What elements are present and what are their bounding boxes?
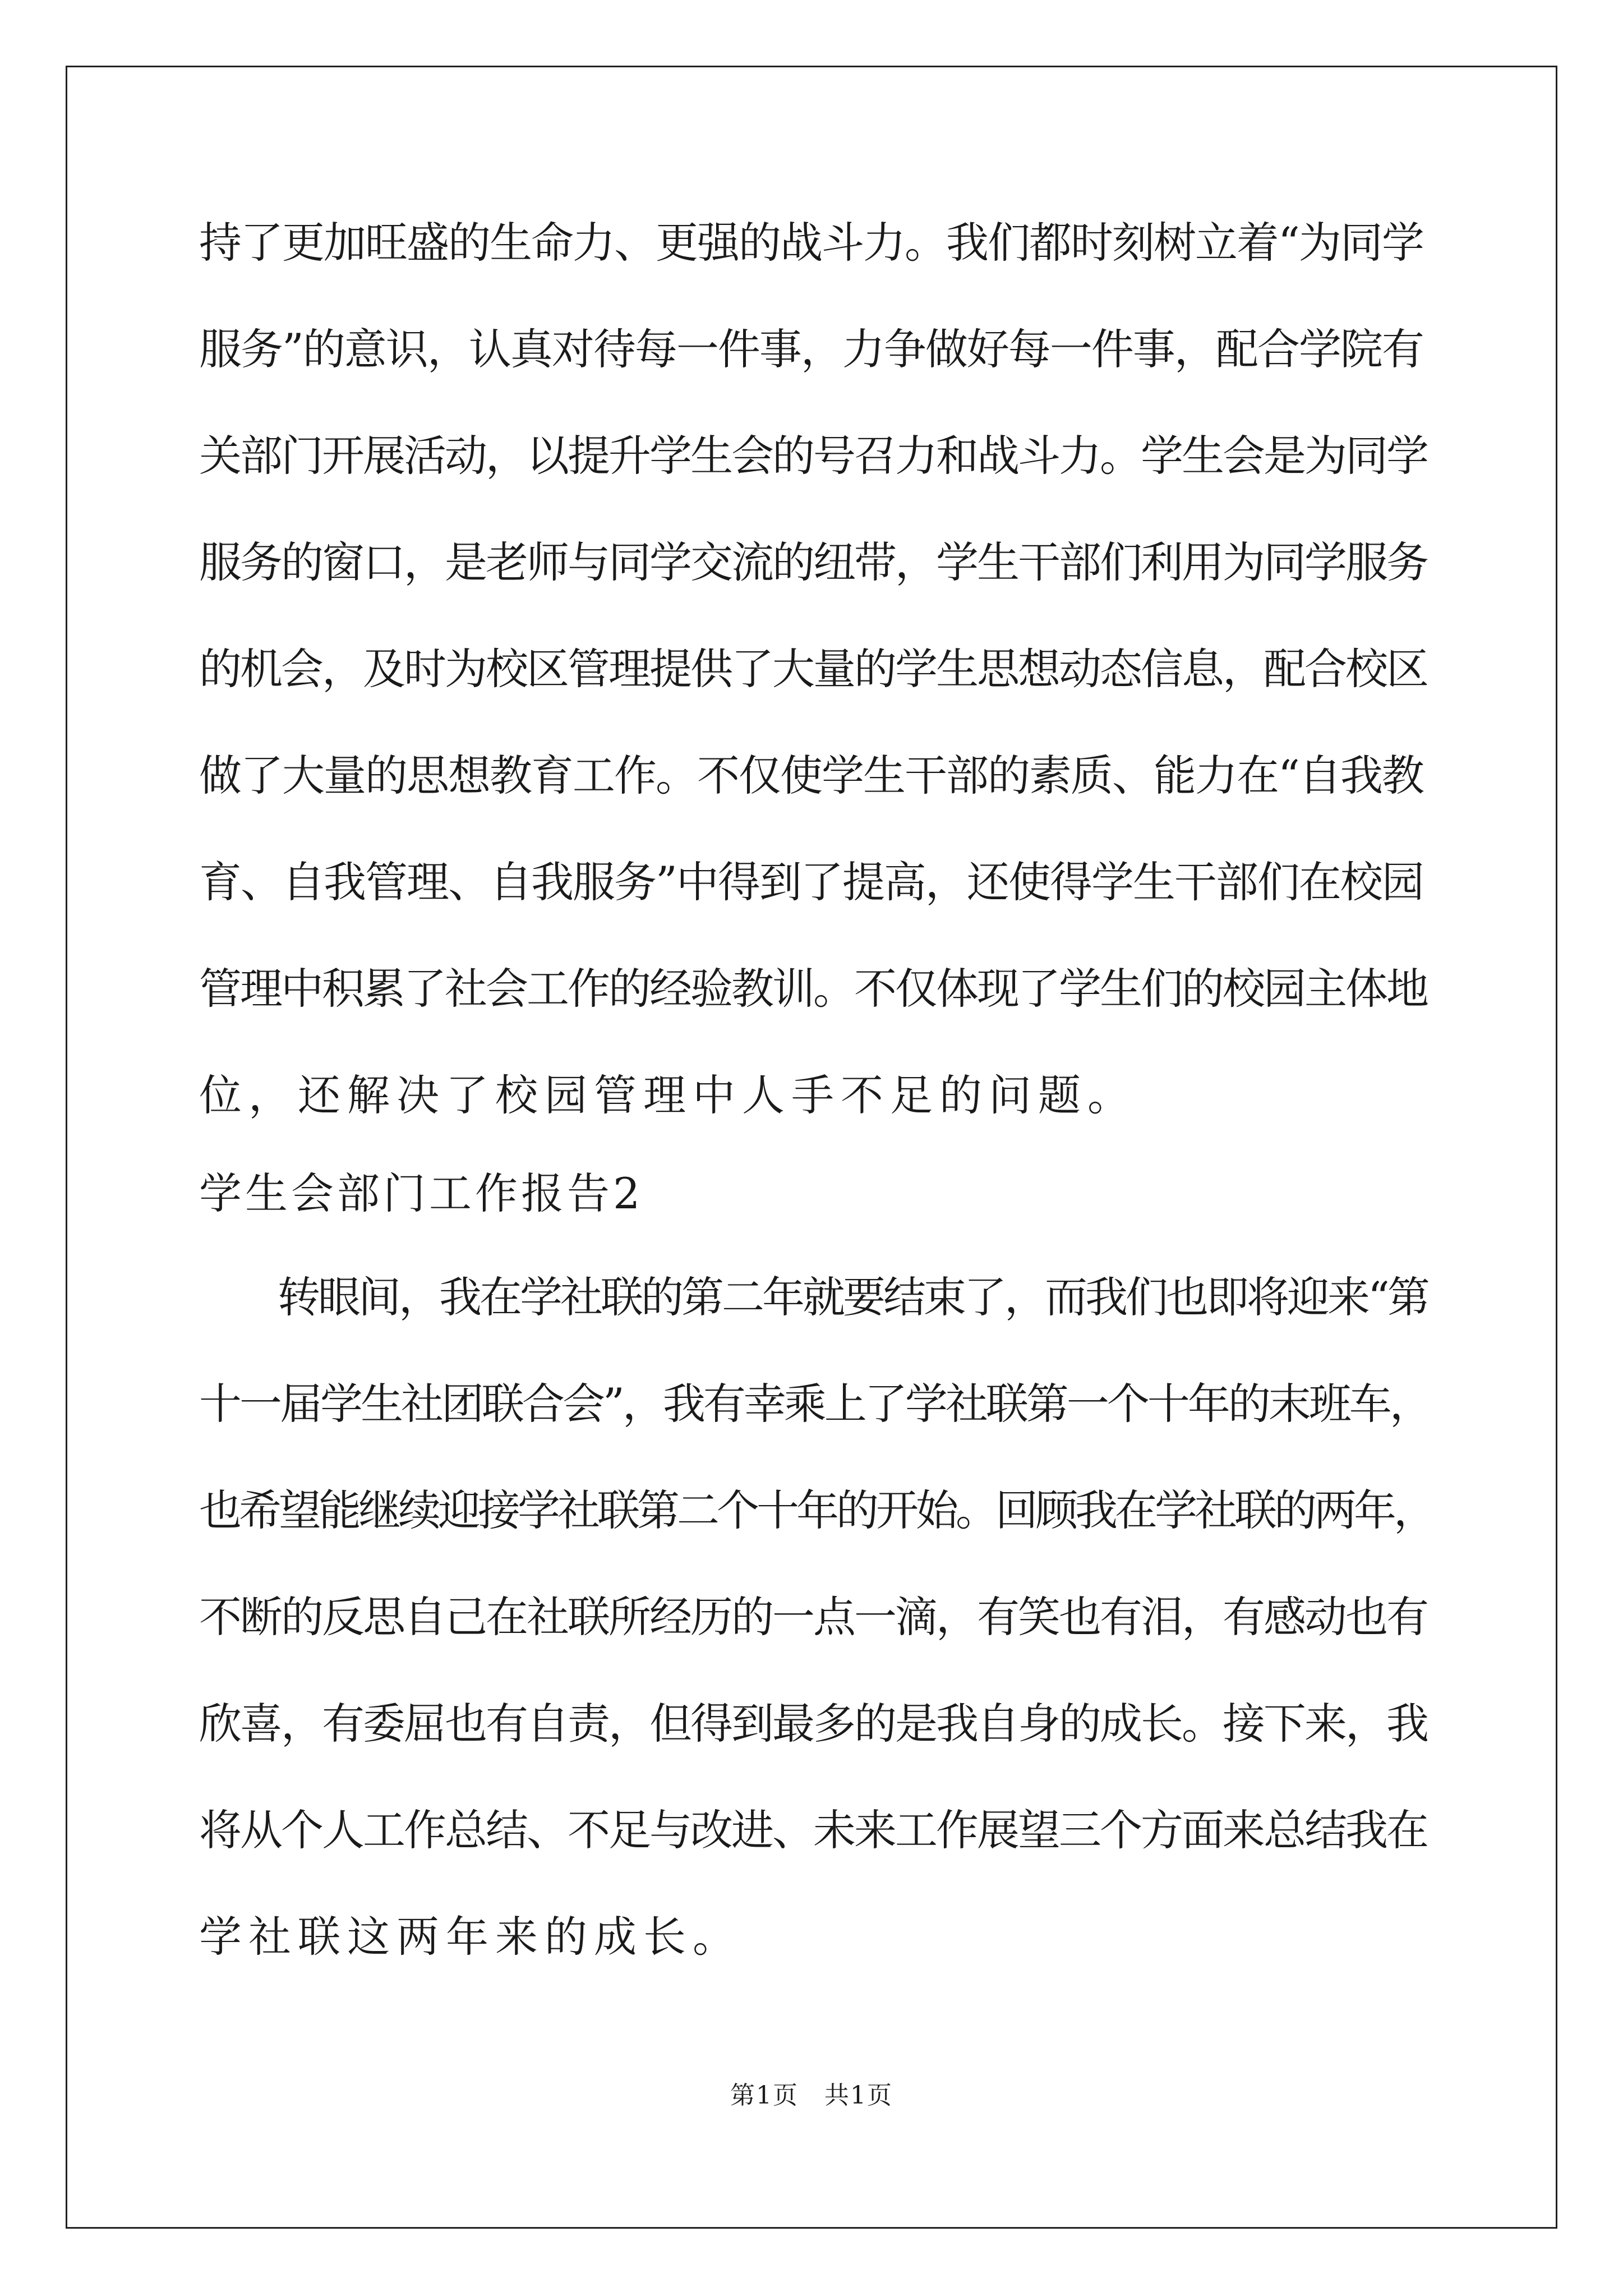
paragraph-line: 持了更加旺盛的生命力、更强的战斗力。我们都时刻树立着“为同学 — [199, 218, 1423, 268]
paragraph-line: 十一届学生社团联合会”，我有幸乘上了学社联第一个十年的末班车， — [199, 1379, 1430, 1429]
paragraph-line: 位，还解决了校园管理中人手不足的问题。 — [199, 1070, 1137, 1120]
paragraph-line: 服务”的意识，认真对待每一件事，力争做好每一件事，配合学院有 — [199, 324, 1423, 374]
paragraph-line: 转眼间，我在学社联的第二年就要结束了，而我们也即将迎来“第 — [278, 1272, 1428, 1322]
paragraph-line: 不断的反思自己在社联所经历的一点一滴，有笑也有泪，有感动也有 — [199, 1592, 1427, 1642]
paragraph-line: 欣喜，有委屈也有自责，但得到最多的是我自身的成长。接下来，我 — [199, 1699, 1427, 1749]
paragraph-line: 管理中积累了社会工作的经验教训。不仅体现了学生们的校园主体地 — [199, 964, 1427, 1014]
page-border — [66, 66, 1557, 2229]
paragraph-line: 育、自我管理、自我服务”中得到了提高，还使得学生干部们在校园 — [199, 857, 1423, 907]
paragraph-line: 关部门开展活动，以提升学生会的号召力和战斗力。学生会是为同学 — [199, 431, 1427, 481]
paragraph-line: 服务的窗口，是老师与同学交流的纽带，学生干部们利用为同学服务 — [199, 537, 1427, 587]
paragraph-line: 学社联这两年来的成长。 — [199, 1912, 742, 1962]
section-heading: 学生会部门工作报告2 — [199, 1168, 644, 1218]
paragraph-line: 将从个人工作总结、不足与改进、未来工作展望三个方面来总结我在 — [199, 1805, 1427, 1855]
paragraph-line: 的机会，及时为校区管理提供了大量的学生思想动态信息，配合校区 — [199, 644, 1427, 694]
paragraph-line: 做了大量的思想教育工作。不仅使学生干部的素质、能力在“自我教 — [199, 751, 1423, 800]
paragraph-line: 也希望能继续迎接学社联第二个十年的开始。回顾我在学社联的两年， — [199, 1485, 1433, 1535]
page-number-footer: 第1页 共1页 — [730, 2081, 893, 2110]
